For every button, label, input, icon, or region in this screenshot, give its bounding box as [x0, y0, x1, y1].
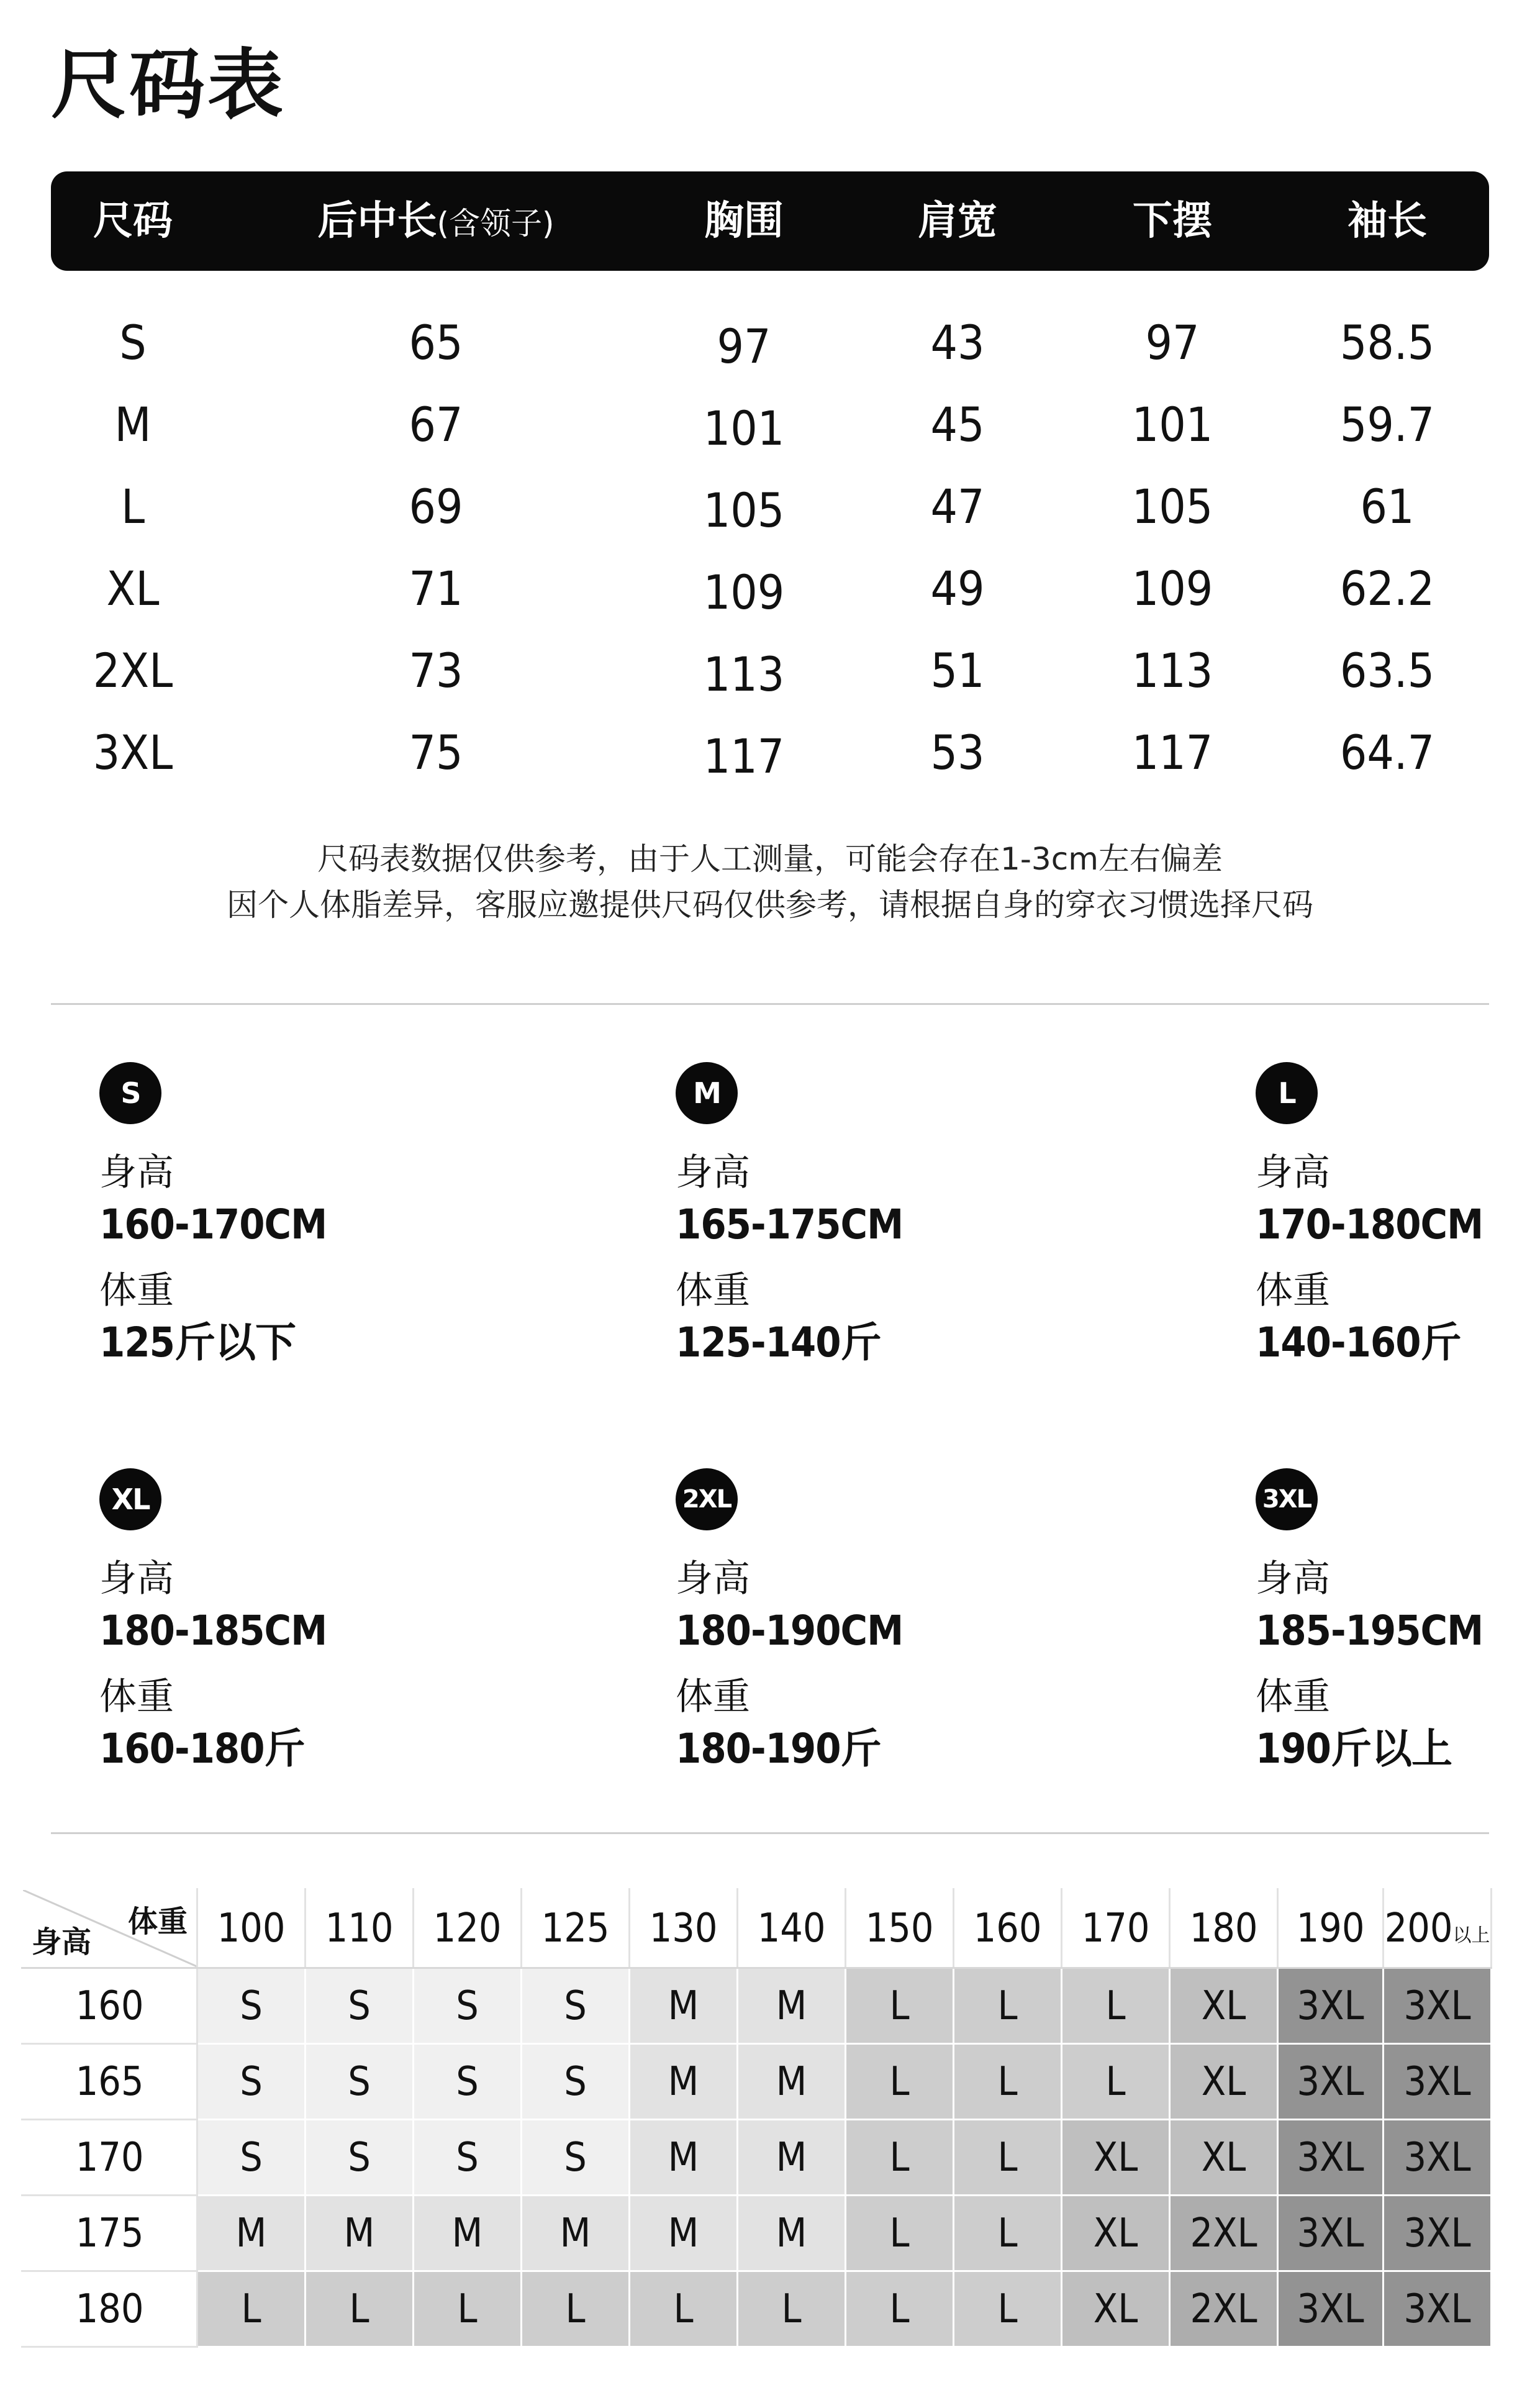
grid-size-cell: S [197, 1968, 306, 2044]
grid-height-header: 175 [22, 2196, 197, 2271]
grid-size-cell: M [630, 2044, 738, 2120]
grid-size-cell: 3XL [1384, 2196, 1492, 2271]
size-table-cell: 47 [930, 479, 985, 534]
header-sleeve: 袖长 [1348, 198, 1427, 244]
height-value: 180-185CM [99, 1607, 327, 1655]
size-badge: 3XL [1256, 1468, 1318, 1530]
size-table-cell: S [119, 315, 147, 370]
size-table-cell: 105 [1131, 479, 1213, 534]
grid-weight-header [630, 1889, 738, 1968]
size-table-cell: 45 [930, 397, 985, 452]
size-card-l [1207, 1062, 1540, 1410]
grid-height-header: 160 [22, 1968, 197, 2044]
grid-size-cell: M [630, 2196, 738, 2271]
grid-size-cell: L [954, 2120, 1062, 2196]
grid-size-cell: M [738, 1968, 846, 2044]
grid-weight-value: 130 [649, 1906, 718, 1951]
size-table-cell: 53 [930, 725, 985, 780]
size-table-cell: 59.7 [1339, 397, 1435, 452]
size-table-cell: XL [106, 561, 160, 616]
grid-weight-header [954, 1889, 1062, 1968]
grid-size-cell: XL [1062, 2271, 1170, 2347]
size-table-cell: 73 [409, 643, 463, 698]
size-table-cell: 97 [1145, 315, 1200, 370]
size-table-cell: 75 [409, 725, 463, 780]
height-weight-grid [21, 1888, 1492, 2348]
grid-size-cell: S [414, 2120, 522, 2196]
grid-corner [22, 1889, 197, 1968]
size-table-cell: 61 [1360, 479, 1415, 534]
grid-size-cell: 3XL [1384, 2044, 1492, 2120]
grid-weight-value: 125 [541, 1906, 610, 1951]
height-value: 160-170CM [99, 1201, 327, 1248]
grid-size-cell: S [414, 2044, 522, 2120]
grid-weight-header [738, 1889, 846, 1968]
size-table-cell: 58.5 [1339, 315, 1435, 370]
grid-size-cell: S [197, 2044, 306, 2120]
grid-size-cell: S [306, 1968, 414, 2044]
grid-size-cell: XL [1062, 2196, 1170, 2271]
size-badge: M [676, 1062, 738, 1124]
size-table-cell: 71 [409, 561, 463, 616]
grid-size-cell: L [306, 2271, 414, 2347]
size-table-cell: L [120, 479, 145, 534]
size-table-cell: 69 [409, 479, 463, 534]
size-badge: S [99, 1062, 161, 1124]
grid-size-cell: M [197, 2196, 306, 2271]
grid-size-cell: L [1062, 2044, 1170, 2120]
weight-value: 125斤以下 [99, 1319, 296, 1366]
grid-weight-header [522, 1889, 630, 1968]
grid-weight-value: 170 [1081, 1906, 1150, 1951]
grid-size-cell: 3XL [1278, 2120, 1384, 2196]
grid-size-cell: XL [1062, 2120, 1170, 2196]
grid-size-cell: 2XL [1170, 2271, 1278, 2347]
weight-value: 180-190斤 [676, 1725, 881, 1773]
size-table-cell: 67 [409, 397, 463, 452]
height-value: 170-180CM [1256, 1201, 1483, 1248]
grid-size-cell: 3XL [1278, 2271, 1384, 2347]
size-table-cell: 63.5 [1339, 643, 1435, 698]
grid-size-cell: S [522, 2044, 630, 2120]
grid-weight-header [197, 1889, 306, 1968]
weight-label: 体重 [99, 1675, 174, 1719]
grid-weight-header [1384, 1889, 1492, 1968]
size-table-cell: 101 [1131, 397, 1213, 452]
size-table-cell: 49 [930, 561, 985, 616]
size-table-row [51, 384, 1489, 466]
grid-size-cell: 2XL [1170, 2196, 1278, 2271]
weight-label: 体重 [1256, 1675, 1330, 1719]
size-table-row [51, 302, 1489, 384]
size-table-row [51, 466, 1489, 548]
size-card-m [627, 1062, 1062, 1410]
grid-row [22, 2120, 1492, 2196]
header-chest: 胸围 [704, 198, 784, 244]
size-table-cell: 97 [717, 319, 771, 374]
divider-top [51, 1003, 1489, 1005]
grid-height-header: 170 [22, 2120, 197, 2196]
size-table-cell: 64.7 [1339, 725, 1435, 780]
grid-size-cell: XL [1170, 1968, 1278, 2044]
corner-weight-label: 体重 [127, 1904, 188, 1939]
grid-size-cell: M [522, 2196, 630, 2271]
size-card-2xl [627, 1468, 1062, 1816]
size-card-3xl [1207, 1468, 1540, 1816]
grid-weight-value: 190 [1296, 1906, 1365, 1951]
grid-height-header: 180 [22, 2271, 197, 2347]
height-label: 身高 [99, 1557, 174, 1601]
grid-weight-header [846, 1889, 954, 1968]
grid-size-cell: L [846, 2120, 954, 2196]
grid-weight-value: 200 [1384, 1906, 1453, 1951]
grid-weight-header [1278, 1889, 1384, 1968]
height-label: 身高 [1256, 1557, 1330, 1601]
note-line-2: 因个人体脂差异，客服应邀提供尺码仅供参考，请根据自身的穿衣习惯选择尺码 [227, 887, 1313, 923]
weight-value: 125-140斤 [676, 1319, 881, 1366]
grid-size-cell: S [197, 2120, 306, 2196]
grid-header-row [22, 1889, 1492, 1968]
grid-weight-header [306, 1889, 414, 1968]
size-badge: L [1256, 1062, 1318, 1124]
size-table-header [51, 171, 1489, 271]
size-table-cell: 117 [703, 729, 785, 784]
grid-weight-value: 180 [1189, 1906, 1258, 1951]
size-table-cell: 101 [703, 401, 785, 456]
grid-weight-value: 110 [325, 1906, 394, 1951]
grid-size-cell: 3XL [1278, 2044, 1384, 2120]
size-table-cell: 113 [1131, 643, 1213, 698]
weight-label: 体重 [99, 1269, 174, 1312]
grid-size-cell: M [738, 2044, 846, 2120]
grid-row [22, 2271, 1492, 2347]
size-card-s [51, 1062, 486, 1410]
grid-weight-header [414, 1889, 522, 1968]
size-table-cell: 43 [930, 315, 985, 370]
size-table-cell: M [114, 397, 152, 452]
grid-size-cell: S [306, 2120, 414, 2196]
grid-size-cell: L [1062, 1968, 1170, 2044]
grid-weight-value: 120 [433, 1906, 502, 1951]
size-card-xl [51, 1468, 486, 1816]
height-label: 身高 [99, 1151, 174, 1194]
height-value: 185-195CM [1256, 1607, 1483, 1655]
grid-size-cell: S [414, 1968, 522, 2044]
size-table-cell: 105 [703, 483, 785, 538]
grid-size-cell: L [414, 2271, 522, 2347]
size-table-cell: 65 [409, 315, 463, 370]
grid-size-cell: S [306, 2044, 414, 2120]
grid-weight-value: 140 [757, 1906, 826, 1951]
height-label: 身高 [676, 1557, 750, 1601]
size-table-cell: 113 [703, 647, 785, 702]
height-value: 165-175CM [676, 1201, 904, 1248]
grid-size-cell: L [954, 1968, 1062, 2044]
grid-size-cell: 3XL [1278, 2196, 1384, 2271]
header-shoulder: 肩宽 [918, 198, 997, 244]
grid-size-cell: S [522, 2120, 630, 2196]
size-table-cell: 117 [1131, 725, 1213, 780]
header-back-length [317, 171, 554, 271]
grid-size-cell: L [846, 1968, 954, 2044]
size-table-cell: 109 [1131, 561, 1213, 616]
divider-bottom [51, 1832, 1489, 1834]
weight-label: 体重 [676, 1675, 750, 1719]
grid-size-cell: M [306, 2196, 414, 2271]
grid-weight-value: 150 [865, 1906, 934, 1951]
corner-height-label: 身高 [32, 1925, 92, 1960]
size-table-row [51, 548, 1489, 630]
size-table-row [51, 630, 1489, 712]
grid-weight-suffix: 以上 [1452, 1925, 1490, 1947]
grid-size-cell: 3XL [1384, 2271, 1492, 2347]
size-table-cell: 62.2 [1339, 561, 1435, 616]
height-label: 身高 [1256, 1151, 1330, 1194]
grid-size-cell: L [846, 2271, 954, 2347]
grid-size-cell: M [630, 2120, 738, 2196]
grid-size-cell: L [846, 2044, 954, 2120]
grid-size-cell: S [522, 1968, 630, 2044]
grid-size-cell: 3XL [1384, 1968, 1492, 2044]
weight-value: 160-180斤 [99, 1725, 305, 1773]
size-table-cell: 109 [703, 565, 785, 620]
grid-weight-value: 160 [973, 1906, 1042, 1951]
weight-value: 140-160斤 [1256, 1319, 1461, 1366]
grid-weight-value: 100 [217, 1906, 286, 1951]
grid-size-cell: L [630, 2271, 738, 2347]
grid-size-cell: L [954, 2271, 1062, 2347]
size-badge: 2XL [676, 1468, 738, 1530]
header-hem: 下摆 [1133, 198, 1212, 244]
weight-label: 体重 [1256, 1269, 1330, 1312]
size-badge: XL [99, 1468, 161, 1530]
grid-weight-header [1170, 1889, 1278, 1968]
grid-size-cell: L [954, 2196, 1062, 2271]
grid-size-cell: L [846, 2196, 954, 2271]
grid-size-cell: L [522, 2271, 630, 2347]
size-table-cell: 51 [930, 643, 985, 698]
page-title: 尺码表 [51, 41, 286, 129]
grid-size-cell: 3XL [1384, 2120, 1492, 2196]
height-value: 180-190CM [676, 1607, 904, 1655]
grid-row [22, 2196, 1492, 2271]
grid-size-cell: M [630, 1968, 738, 2044]
size-table-row [51, 712, 1489, 794]
note-line-1: 尺码表数据仅供参考，由于人工测量，可能会存在1-3cm左右偏差 [317, 841, 1223, 877]
grid-size-cell: M [738, 2196, 846, 2271]
grid-size-cell: L [197, 2271, 306, 2347]
header-size: 尺码 [93, 198, 173, 244]
weight-value: 190斤以上 [1256, 1725, 1452, 1773]
grid-size-cell: XL [1170, 2120, 1278, 2196]
grid-size-cell: L [954, 2044, 1062, 2120]
weight-label: 体重 [676, 1269, 750, 1312]
grid-size-cell: 3XL [1278, 1968, 1384, 2044]
header-back-length-label: 后中长 [317, 198, 437, 244]
size-table-cell: 3XL [93, 725, 173, 780]
size-table-cell: 2XL [93, 643, 173, 698]
grid-size-cell: L [738, 2271, 846, 2347]
grid-size-cell: M [414, 2196, 522, 2271]
grid-row [22, 1968, 1492, 2044]
header-back-length-note: (含领子) [437, 206, 555, 242]
height-label: 身高 [676, 1151, 750, 1194]
grid-size-cell: M [738, 2120, 846, 2196]
grid-size-cell: XL [1170, 2044, 1278, 2120]
grid-row [22, 2044, 1492, 2120]
grid-height-header: 165 [22, 2044, 197, 2120]
grid-weight-header [1062, 1889, 1170, 1968]
